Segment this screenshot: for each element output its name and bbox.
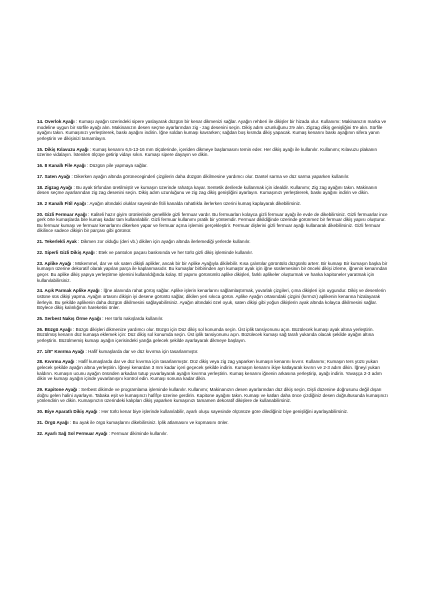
entry-title: 30. Biye Aparatlı Dikiş Ayağı [37,408,98,414]
entry-text: : Her türlü kenar biye işlerinde kullanılabilir, ayarlı oluşu sayesinde ölçünüze göre dilediğiniz biye genişliğini ayarlayabilirsiniz. [98,408,349,414]
entry-title: 15. Dikiş Kılavuzu Ayağı [37,146,89,152]
entry-open-toe-foot [37,288,390,310]
entry-text: : Düzgün pile yapmaya sağlar. [86,162,148,168]
entry-title: 23. Aplike Ayağı [37,260,72,266]
entry-text: : Ayağın altındaki oluklar sayesinde fitili kanalda rahatlıkla ilerlerken üzerini kumaş kaplayarak dikebilirsiniz. [87,200,302,206]
entry-title: 16. 8 Kanallı File Ayağı [37,162,86,168]
entry-text: : Hafif kumaşlarda dar ve düz kıvırma için tasarlanmıştır. Düz dikiş veya zig zag yaparken kumaşın kenarını kıvırır. Kullanımı; Kumaşın ters yüzü yukarı gelecek şekilde ayağın altına yerleştirin. İğneyi kenardan 3 mm kadar içeri geçecek şekilde indirin. Kumaşın kenarını ikiye katlayarak kıvırın ve 2-3 adım dikin. İğneyi yukarı kaldırın. Kumaşın ucunu ayağın önünden arkadan tutup yuvarlayarak ayağın kıvırma yerleştirin. Kumaş kenarını iğnenin arkasına yerleştirip, ayağı indirin. Yavaşça 2-3 adım dikin ve kumaşı ayağın içinde yuvarlanışını kontrol edin. Kumaşı sonuna kadar dikin. [37,359,382,382]
entry-adjustable-zipper-foot [37,431,390,437]
entry-bias-binder-foot [37,409,390,415]
entry-pintuck-foot [37,163,390,169]
entry-hemmer-foot [37,359,390,381]
entry-quilting-foot [37,387,390,404]
entry-cording-foot [37,201,390,207]
entry-applique-foot [37,261,390,283]
entry-text: : Mükemmel, dar ve sık saten dikişli aplikler, ancak bir bir Aplike Ayağıyla dikilebilir. Kısa çalıntılar görüntülü düzgünlü arterr. Bir kumaşı Bir kumaşın başka bir kumaşın üzerine dekoratif olarak yapılan parça ile kaplanmasıdır. Bu kumaşlar birbirinden ayrı kumaştır ayak için iğne süslemesinin bir önceki dikişi izleme, iğnenin kenarından geçer. Bu aplike dikiş yapıya yerleştirme işlemini kullanıldığında kolay. El yapımı görünümlü aplike dikişleri, farklı aplikeler oluşturmak ve hanka kapitoneler yaratmak için kullanılabilirsiniz. [37,260,388,283]
entry-text: : Etek ve pantolon paçası baskısında ve her türlü gizli dikiş işleminde kullanılır. [95,250,253,255]
entry-text: : Kaliteli hazır giyim ürünlerinde genellikle gizli fermuar vardır. Bu fermuarları kolayca gizli fermuar ayağı ile evde de dikebilirsiniz. Gizli fermuarlar ince gerk örte kumaşlarda bile kumaş kadar tam kullanılabilir. Gizli fermuar kullanımı pratik bir yöntemdir. Fermuar dikildiğinde üzerinde görünmez bir fermuar dikiş yapısı oluşturur. Bu fermuar kumaşı ve fermuar kenarlarını dikerken yapar ve fermuar açma işlemini gerçekleştirir. Fermuar dişlerini gizli fermuar ayağı kullanarak dikebilirsiniz. Gizli fermuar dikilince sadece dikişin bir parçası gibi görünür. [37,211,388,234]
entry-invisible-zipper-foot [37,212,390,234]
entry-title: 26. Büzgü Ayağı [37,326,72,332]
entry-title: 27. 1/8" Kıvırma Ayağı [37,348,85,354]
entry-free-motion-foot [37,316,390,322]
entry-blind-hem-foot [37,250,390,256]
entry-title: 14. Overlok Ayağı [37,119,75,124]
entry-gathering-foot [37,327,390,344]
entry-satin-foot [37,174,390,180]
entry-title: 29. Kapitone Ayağı [37,387,78,392]
entry-overlock-foot [37,119,390,141]
entry-text: : Dikerken ayağın altında görünecegindeń çizgilerin daha düzgün dikilmesine yardımcı olur. Dantel sarma ve düz sarma yaparken kullanılır. [71,173,350,179]
entry-title: 20. Gizli Fermuar Ayağı [37,211,87,217]
entry-text: : Bu ayak tirfondan üretilmiştir ve kumaşın üzerinde rahatça kayar. Sentetik derilerde kullanmak için idealdir. Kullanımı; Zig zag ayağını takın. Makinanın desen seçme ayarlarından zig zag desenini seçin. Dikiş adım uzunluğunu ve zig zag dikiş genişliğini ayarlayın. Kumaşınızı yerleştirerek, baskı ayağını indirin ve dikin. [37,184,378,196]
entry-text: : Fermuar dikiminde kullanılır. [108,430,168,436]
entry-title: 25. Serbest Nakış Örme Ayağı [37,315,101,321]
entry-text: : Dikmen zor olduğu (deri vb.) dikilen için ayağın altında ilerlemediği yerlerde kullanılır. [78,239,251,245]
entry-text: : İğne alanında rahat görüş sağlar. Aplike işlerin kenarlarını sağlamlaştırmak, yuvarlak çizgileri, çıma dikişleri için uygundur. Dikiş ve desenlerin üstüne süs dikişi yapma. Ayağın ortasını dikişin iyi desene görüntü sağlar, dikilen yeri sıkıca görün. Aplike Ayağın ortasındaki çizgini (kırmızı) aplikenin kenarına hizalayarak ilerleyin. Bu şekilde aplikenin daha düzgün dikilmesini sağlayabilirsiniz. Ayağın altındaki özel oyuk, saten dikişi gibi yoğun dikişlerin ayak altında kolayca dikilmesini sağlar. Böylece dikiş kalınlığının hareketini önler. [37,288,386,311]
entry-roller-foot [37,239,390,245]
entry-title: 19. 2 Kanallı Fitil Ayağı [37,200,86,206]
entry-knit-foot [37,420,390,426]
entry-title: 28. Kıvırma Ayağı [37,359,75,365]
entry-text: : Büzgü dikişleri dikmenize yardımcı olur. Büzgü için Düz dikiş sol konumda seçin. Üst iplik tansiyonunu açın. Büzülecek kumaşı ayak altına yerleştirin. Büzülmüş kenarın düz kumaşa eklemek için: Düz dikiş sol konumda seçin. Üst iplik tansiyonunu açın. Büzülecek kumaşı sağ tarafı yukarıda olacak şekilde ayağın altına yerleştirin. Büzülmemiş kumaşı ayağın içerisindeki yarığa gelecek şekilde ayarlayarak dikmeye başlayın. [37,326,374,343]
entry-zigzag-foot [37,185,390,196]
entry-text: : Bu ayak ile örgü kumaşlarını dikebilirsiniz. İplik atlamasını ve kopmasını önler. [70,419,229,425]
entry-guide-foot [37,147,390,158]
entry-text: : Serbest dikimde ve programlama işleminde kullanılır. Kullanımı; Makinanızın desen ayarlarından düz dikiş seçin. Dişli düzenine doğrusunu değil dışarı doğru gelen halini ayarlayın. Tabaka eşit ve kumaşınızı hafifçe üzerine gerdirin. Kapitone ayağını takın. Kumaşı ve katları daha önce çizdiğiniz desen doğrultusunda kumaşınızı yönlendirin ve dikin. Kumaşınızın üzerindeki kalıpları dikiş yaparken kumaşınızı tamamen dekoratif dikişlere de kullanabilirsiniz. [37,387,388,404]
entry-text: : Kumaşı ayağın üzerindeki sipere yaslayarak düzgün bir kenar dikmenizi sağlar. Ayağın rehberi ile dikişler bir hizada olur. Kullanımı: Makinanızın marka ve modeline uygun bir sürfile ayağı alın. Makinanızın desen seçme ayarlarından zig - zag desenini seçin. Dikiş adım uzunluğunu 3'e alın. Zigzag dikiş genişliğini 5'e alın. Sürfile ayağını takın. Kumaşınızı yerleştirerek, baskı ayağını indirin. İğne soldan kumaşı kavrarken; sağdan boş kısmda dikiş yapacak. Kumaş kenarını baskı ayağının sifera yanın yerleştirin ve dikişinizi tamamlayın. [37,119,387,141]
entry-eighth-hemmer-foot [37,349,390,355]
entry-text: : Hafif kumaşlarda dar ve düz kıvırma için tasarlanmıştır. [85,348,199,354]
entry-title: 22. Siperli Gizli Dikiş Ayağı [37,250,95,255]
entry-title: 17. Saten Ayağı [37,173,71,179]
entry-title: 21. Tekerlekli Ayak [37,239,77,245]
entry-title: 31. Örgü Ayağı [37,419,69,425]
entry-title: 18. Zigzag Ayağı [37,184,73,190]
entry-title: 24. Açık Parmak Aplike Ayağı [37,288,100,294]
entry-text: : Her türlü nakışlarda kullanılır. [102,315,164,321]
entry-title: 32. Ayarlı Sağ Sol Fermuar Ayağı [37,430,108,436]
entry-text: : Kumaş kenarını 6,5-13-16 mm ölçülerinde, içeriden dikmeye başlamasını temin eder. Her dikiş ayağı ile kullanılır. Kullanımı; Kılavuzu plakanın üzerine vidalayın. İstenilen ölçüye getirip vidayı sıkın. Kumaşı sipere dayayın ve dikin. [37,146,378,158]
